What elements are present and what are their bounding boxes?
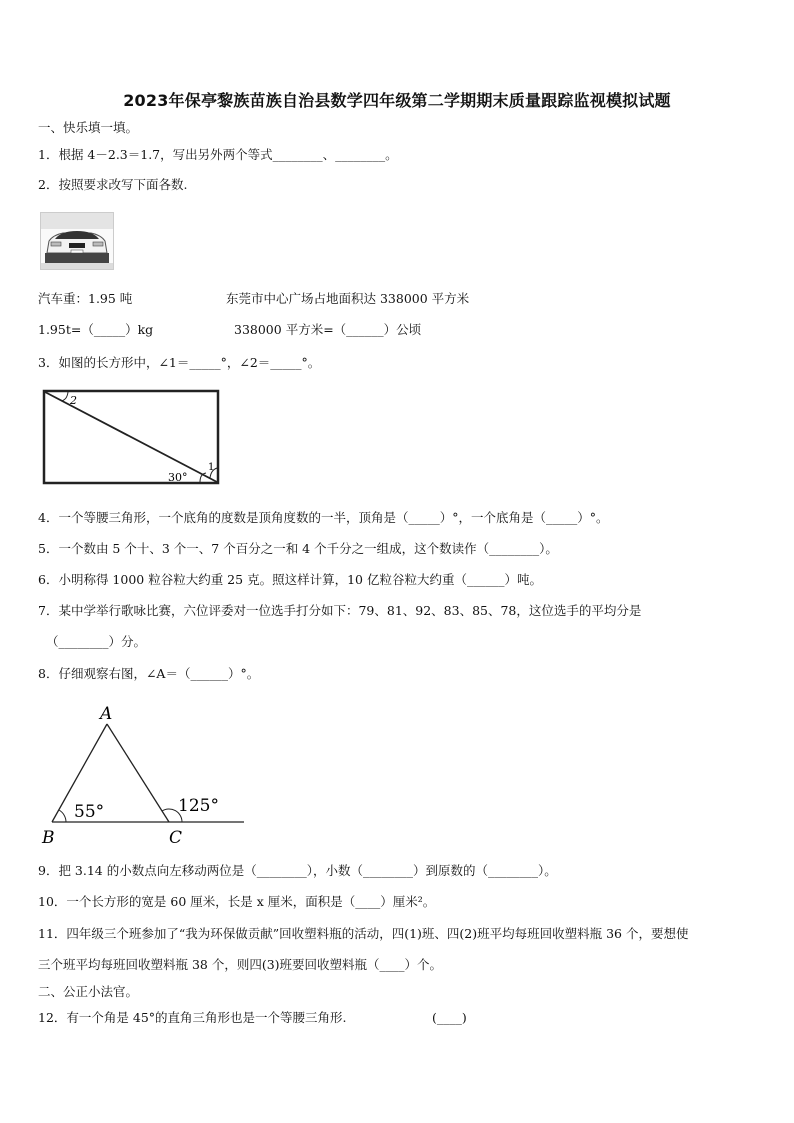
vertex-b-label: B	[42, 828, 55, 848]
angle-1-label: 1	[208, 462, 215, 473]
question-7-line-2: （________）分。	[46, 634, 147, 649]
car-photo	[40, 212, 114, 270]
question-4: 4．一个等腰三角形，一个底角的度数是顶角度数的一半，顶角是（_____）°，一个底角是（_____）°。	[38, 510, 609, 525]
car-weight-blank: 1.95t=（_____）kg	[38, 322, 154, 337]
question-6: 6．小明称得 1000 粒谷粒大约重 25 克。照这样计算，10 亿粒谷粒大约重（______）吨。	[38, 572, 542, 587]
rectangle-figure	[40, 388, 222, 486]
vertex-c-label: C	[169, 828, 183, 848]
vertex-a-label: A	[100, 704, 113, 724]
car-icon	[41, 213, 113, 269]
section-heading-fill: 一、快乐填一填。	[38, 120, 139, 135]
question-5: 5．一个数由 5 个十、3 个一、7 个百分之一和 4 个千分之一组成，这个数读作（________）。	[38, 541, 558, 556]
question-11-line-2: 三个班平均每班回收塑料瓶 38 个，则四(3)班要回收塑料瓶（____）个。	[38, 957, 443, 972]
question-7-line-1: 7．某中学举行歌咏比赛，六位评委对一位选手打分如下：79、81、92、83、85、78，这位选手的平均分是	[38, 603, 642, 618]
question-12-answer-blank: (____)	[432, 1010, 467, 1025]
question-12: 12．有一个角是 45°的直角三角形也是一个等腰三角形.	[38, 1010, 347, 1025]
angle-c-value: 125°	[178, 796, 219, 816]
angle-2-label: 2	[70, 394, 77, 407]
question-2: 2．按照要求改写下面各数.	[38, 177, 188, 192]
question-11-line-1: 11．四年级三个班参加了“我为环保做贡献”回收塑料瓶的活动，四(1)班、四(2)班平均每班回收塑料瓶 36 个，要想使	[38, 926, 689, 941]
question-9: 9．把 3.14 的小数点向左移动两位是（________），小数（________）到原数的（________）。	[38, 863, 557, 878]
angle-b-value: 55°	[74, 802, 105, 822]
square-area-text: 东莞市中心广场占地面积达 338000 平方米	[226, 291, 470, 306]
square-area-blank: 338000 平方米=（______）公顷	[234, 322, 422, 337]
angle-30-label: 30°	[168, 471, 188, 484]
question-8: 8．仔细观察右图，∠A＝（______）°。	[38, 666, 260, 681]
question-3: 3．如图的长方形中，∠1＝_____°，∠2＝_____°。	[38, 355, 321, 370]
car-weight-text: 汽车重：1.95 吨	[38, 291, 133, 306]
question-1: 1．根据 4－2.3＝1.7，写出另外两个等式________、________。	[38, 147, 398, 162]
question-10: 10．一个长方形的宽是 60 厘米，长是 x 厘米，面积是（____）厘米²。	[38, 894, 436, 909]
page-title: 2023年保亭黎族苗族自治县数学四年级第二学期期末质量跟踪监视模拟试题	[123, 91, 671, 110]
section-heading-judge: 二、公正小法官。	[38, 984, 139, 999]
triangle-figure	[38, 700, 250, 850]
